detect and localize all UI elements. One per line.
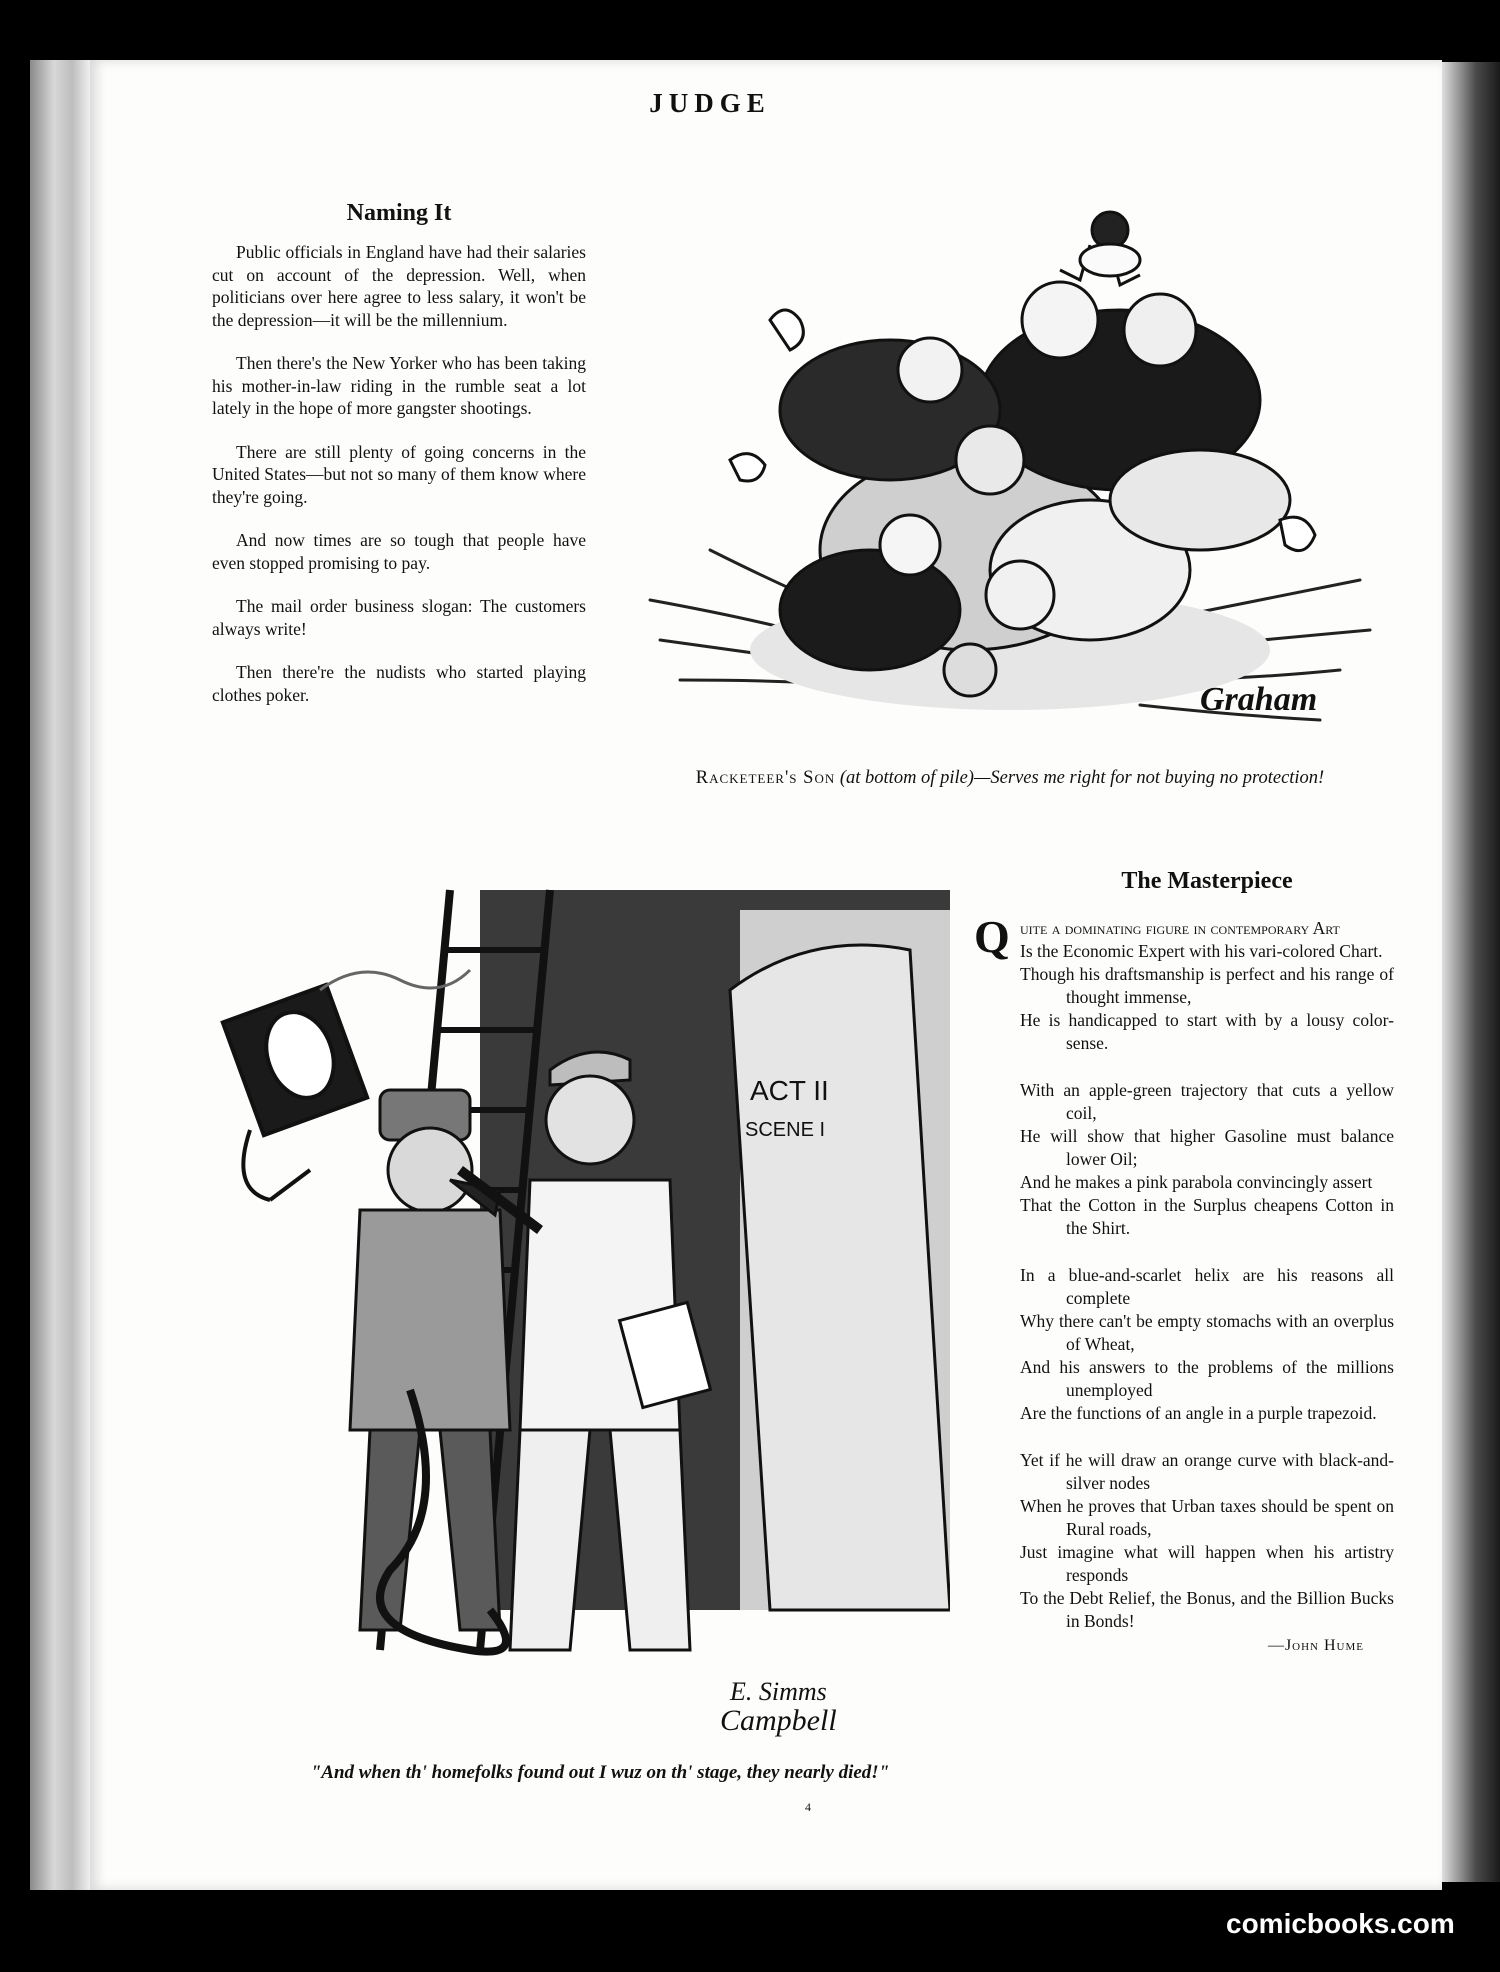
poem-line: Is the Economic Expert with his vari-colored Chart. xyxy=(1020,941,1383,961)
naming-it-title: Naming It xyxy=(346,200,452,226)
masthead: JUDGE xyxy=(649,88,771,118)
joke-paragraph: The mail order business slogan: The customers always write! xyxy=(212,596,586,639)
poem-author: —John Hume xyxy=(1267,1637,1364,1654)
poem-line: Are the functions of an angle in a purple trapezoid. xyxy=(1020,1403,1377,1423)
joke-paragraph: There are still plenty of going concerns in the United States—but not so many of them know where they're going. xyxy=(212,441,586,507)
joke-paragraph: Then there's the New Yorker who has been taking his mother-in-law riding in the rumble seat a lot lately in the hope of more gangster shootings. xyxy=(212,353,586,418)
poem-line: To the Debt Relief, the Bonus, and the Billion Bucks in Bonds! xyxy=(1020,1588,1394,1631)
caption-text: (at bottom of pile)—Serves me right for not buying no protection! xyxy=(839,768,1325,788)
poem-line: And he makes a pink parabola convincingly assert xyxy=(1020,1172,1373,1192)
poem-line xyxy=(1020,917,1394,940)
masterpiece-poem xyxy=(1020,868,1394,1655)
poem-title: The Masterpiece xyxy=(1121,868,1293,894)
poem-line: And his answers to the problems of the millions unemployed xyxy=(1020,1357,1394,1400)
cartoon-signature: E. Simms xyxy=(730,1677,827,1706)
poem-line: That the Cotton in the Surplus cheapens Cotton in the Shirt. xyxy=(1020,1195,1394,1238)
poem-line: When he proves that Urban taxes should be spent on Rural roads, xyxy=(1020,1496,1394,1539)
joke-paragraph: Then there're the nudists who started playing clothes poker. xyxy=(212,662,586,705)
act-sign-line1: ACT II xyxy=(750,1075,829,1106)
poem-stanza xyxy=(1020,1079,1394,1240)
bottom-cartoon-caption: "And when th' homefolks found out I wuz on th' stage, they nearly died!" xyxy=(310,1762,890,1783)
poem-stanza xyxy=(1020,1264,1394,1425)
poem-first-line: uite a dominating figure in contemporary Art xyxy=(1020,918,1340,938)
poem-stanza xyxy=(1020,917,1394,1055)
poem-line: Though his draftsmanship is perfect and his range of thought immense, xyxy=(1020,964,1394,1007)
facing-page-edge xyxy=(1440,62,1500,1882)
joke-paragraph: And now times are so tough that people have even stopped promising to pay. xyxy=(212,530,586,573)
top-cartoon-caption xyxy=(660,766,1360,790)
poem-stanza xyxy=(1020,1449,1394,1633)
stagehands-cartoon xyxy=(210,870,950,1750)
caption-speaker: Racketeer's Son xyxy=(695,768,836,788)
book-spine xyxy=(30,60,90,1890)
act-sign-line2: SCENE I xyxy=(745,1119,826,1141)
poem-line: He will show that higher Gasoline must balance lower Oil; xyxy=(1020,1126,1394,1169)
poem-line: Yet if he will draw an orange curve with black-and-silver nodes xyxy=(1020,1450,1394,1493)
page-number: 4 xyxy=(805,1800,811,1814)
joke-paragraph: Public officials in England have had their salaries cut on account of the depression. Well, when politicians over here agree to less salary, it won't be the depression—it will be the millennium. xyxy=(212,242,586,330)
poem-line: He is handicapped to start with by a lousy color-sense. xyxy=(1020,1010,1394,1053)
poem-line: In a blue-and-scarlet helix are his reasons all complete xyxy=(1020,1265,1394,1308)
poem-line: Why there can't be empty stomachs with an overplus of Wheat, xyxy=(1020,1311,1394,1354)
naming-it-column xyxy=(212,200,586,727)
poem-line: With an apple-green trajectory that cuts a yellow coil, xyxy=(1020,1080,1394,1123)
cartoon-signature: Graham xyxy=(1200,681,1318,718)
poem-line: Just imagine what will happen when his artistry responds xyxy=(1020,1542,1394,1585)
cartoon-signature: Campbell xyxy=(720,1704,837,1737)
football-pileup-cartoon xyxy=(640,200,1380,740)
watermark: comicbooks.com xyxy=(1226,1908,1455,1939)
